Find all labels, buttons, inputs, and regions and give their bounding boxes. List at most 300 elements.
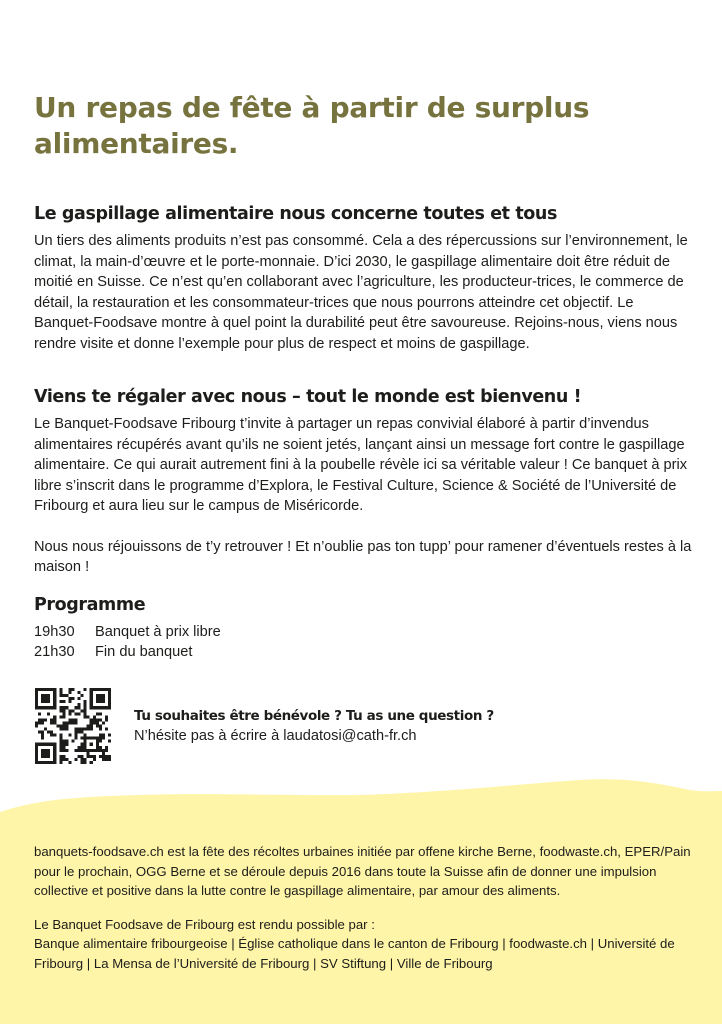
qr-module	[105, 746, 108, 749]
qr-module	[68, 734, 71, 737]
qr-module	[44, 718, 47, 721]
qr-module	[44, 688, 47, 691]
qr-module	[44, 728, 47, 731]
qr-module	[96, 721, 99, 724]
qr-module	[81, 758, 84, 761]
qr-module	[90, 703, 93, 706]
qr-module	[41, 755, 44, 758]
qr-module	[84, 740, 87, 743]
qr-module	[65, 749, 68, 752]
qr-module	[99, 697, 102, 700]
qr-module	[84, 746, 87, 749]
qr-module	[102, 749, 105, 752]
qr-module	[81, 761, 84, 764]
qr-module	[71, 688, 74, 691]
footer-sponsors-intro: Le Banquet Foodsave de Fribourg est rendu possible par :	[34, 916, 375, 932]
qr-module	[90, 728, 93, 731]
qr-module	[105, 706, 108, 709]
qr-module	[53, 715, 56, 718]
qr-module	[93, 758, 96, 761]
contact-question: Tu souhaites être bénévole ? Tu as une question ?	[134, 708, 494, 724]
qr-module	[99, 737, 102, 740]
qr-module	[50, 688, 53, 691]
qr-module	[38, 743, 41, 746]
qr-module	[84, 712, 87, 715]
qr-module	[65, 728, 68, 731]
section-paragraph: Le Banquet-Foodsave Fribourg t’invite à partager un repas convivial élaboré à partir d’invendus alimentaires récupérés avant qu’ils ne soient jetés, lançant ainsi un message fort contre le gaspillage alimentaire. Ce qui aurait autrement fini à la poubelle révèle ici sa véritable valeur ! Ce banquet à prix libre s’inscrit dans le programme d’Explora, le Festival Culture, Science & Société de l’Université de Fribourg et aura lieu sur le campus de Miséricorde.	[34, 416, 688, 514]
qr-module	[84, 688, 87, 691]
programme-label: Banquet à prix libre	[95, 624, 221, 640]
qr-module	[84, 743, 87, 746]
qr-module	[84, 761, 87, 764]
qr-module	[35, 706, 38, 709]
qr-module	[99, 706, 102, 709]
qr-module	[50, 718, 53, 721]
qr-module	[68, 700, 71, 703]
qr-module	[59, 755, 62, 758]
qr-module	[75, 749, 78, 752]
qr-module	[35, 688, 38, 691]
qr-module	[90, 749, 93, 752]
qr-module	[35, 743, 38, 746]
qr-module	[65, 706, 68, 709]
qr-module	[90, 694, 93, 697]
qr-module	[102, 752, 105, 755]
qr-module	[96, 688, 99, 691]
qr-module	[47, 731, 50, 734]
qr-module	[68, 691, 71, 694]
qr-module	[41, 743, 44, 746]
qr-module	[84, 709, 87, 712]
qr-module	[71, 721, 74, 724]
qr-module	[87, 724, 90, 727]
qr-module	[35, 758, 38, 761]
qr-module	[59, 749, 62, 752]
qr-module	[87, 728, 90, 731]
qr-module	[90, 697, 93, 700]
qr-module	[53, 721, 56, 724]
qr-module	[105, 718, 108, 721]
qr-module	[53, 688, 56, 691]
qr-module	[59, 694, 62, 697]
qr-module	[62, 721, 65, 724]
qr-module	[102, 721, 105, 724]
qr-module	[78, 746, 81, 749]
qr-module	[35, 691, 38, 694]
section-paragraph: Nous nous réjouissons de t’y retrouver ! Et n’oublie pas ton tupp’ pour ramener d’éventuels restes à la maison !	[34, 538, 692, 575]
qr-module	[108, 697, 111, 700]
qr-module	[35, 694, 38, 697]
footer-about: banquets-foodsave.ch est la fête des récoltes urbaines initiée par offene kirche Berne, foodwaste.ch, EPER/Pain pour le prochain, OGG Berne et se déroule depuis 2016 dans toute la Suisse afin de donner une impulsion collective et positive dans la lutte contre le gaspillage alimentaire, par amour des aliments.	[34, 844, 691, 898]
qr-module	[35, 724, 38, 727]
qr-module	[62, 749, 65, 752]
qr-module	[105, 749, 108, 752]
qr-module	[90, 718, 93, 721]
qr-module	[78, 691, 81, 694]
footer-sponsors: Banque alimentaire fribourgeoise | Église catholique dans le canton de Fribourg | foodwaste.ch | Université de Fribourg | La Mensa de l’Université de Fribourg | SV Stiftung | Ville de Fribourg	[34, 936, 675, 971]
qr-module	[53, 697, 56, 700]
qr-module	[50, 761, 53, 764]
qr-module	[105, 688, 108, 691]
qr-module	[96, 749, 99, 752]
qr-module	[102, 700, 105, 703]
qr-module	[50, 721, 53, 724]
qr-module	[84, 715, 87, 718]
qr-module	[35, 761, 38, 764]
qr-module	[71, 709, 74, 712]
section-invitation	[34, 386, 699, 578]
qr-module	[62, 715, 65, 718]
qr-module	[90, 755, 93, 758]
qr-module	[41, 697, 44, 700]
qr-module	[75, 721, 78, 724]
qr-module	[41, 761, 44, 764]
contact-answer-prefix: N’hésite pas à écrire à	[134, 728, 284, 744]
qr-module	[44, 755, 47, 758]
qr-module	[93, 718, 96, 721]
qr-module	[53, 755, 56, 758]
qr-module	[96, 746, 99, 749]
programme-item	[34, 642, 434, 662]
qr-module	[102, 734, 105, 737]
qr-module	[90, 737, 93, 740]
qr-module	[59, 734, 62, 737]
qr-module	[44, 706, 47, 709]
qr-module	[59, 746, 62, 749]
qr-module	[81, 709, 84, 712]
qr-module	[53, 758, 56, 761]
qr-module	[53, 752, 56, 755]
qr-module	[44, 761, 47, 764]
qr-module	[93, 737, 96, 740]
qr-module	[108, 755, 111, 758]
qr-module	[62, 740, 65, 743]
qr-module	[68, 718, 71, 721]
qr-module	[71, 740, 74, 743]
qr-module	[38, 706, 41, 709]
qr-module	[47, 743, 50, 746]
qr-module	[53, 734, 56, 737]
qr-module	[68, 709, 71, 712]
qr-module	[68, 712, 71, 715]
qr-module	[44, 697, 47, 700]
qr-module	[96, 694, 99, 697]
qr-module	[96, 706, 99, 709]
qr-module	[62, 755, 65, 758]
qr-module	[99, 718, 102, 721]
qr-module	[90, 761, 93, 764]
programme	[34, 594, 434, 662]
qr-module	[78, 749, 81, 752]
qr-module	[96, 740, 99, 743]
qr-module	[75, 718, 78, 721]
qr-module	[47, 749, 50, 752]
qr-module	[96, 724, 99, 727]
qr-module	[65, 724, 68, 727]
qr-module	[53, 749, 56, 752]
qr-module	[41, 688, 44, 691]
qr-module	[65, 694, 68, 697]
qr-module	[108, 700, 111, 703]
qr-module	[62, 700, 65, 703]
qr-module	[53, 761, 56, 764]
qr-module	[38, 761, 41, 764]
qr-module	[53, 746, 56, 749]
qr-module	[65, 721, 68, 724]
qr-module	[41, 700, 44, 703]
qr-module	[59, 728, 62, 731]
qr-module	[99, 712, 102, 715]
qr-module	[68, 697, 71, 700]
qr-module	[59, 706, 62, 709]
qr-module	[41, 706, 44, 709]
qr-module	[84, 737, 87, 740]
qr-module	[93, 688, 96, 691]
qr-module	[59, 715, 62, 718]
page-title: Un repas de fête à partir de surplus alimentaires.	[34, 91, 590, 160]
qr-module	[53, 700, 56, 703]
qr-module	[68, 761, 71, 764]
qr-module	[96, 718, 99, 721]
qr-module	[53, 703, 56, 706]
qr-module	[62, 694, 65, 697]
qr-module	[81, 731, 84, 734]
qr-module	[41, 749, 44, 752]
qr-module	[81, 746, 84, 749]
qr-module	[93, 755, 96, 758]
qr-module	[108, 691, 111, 694]
qr-module	[44, 743, 47, 746]
qr-module	[93, 749, 96, 752]
qr-module	[41, 734, 44, 737]
qr-module	[96, 737, 99, 740]
qr-module	[90, 691, 93, 694]
programme-time: 19h30	[34, 624, 75, 640]
qr-module	[44, 700, 47, 703]
qr-module	[59, 743, 62, 746]
qr-module	[59, 688, 62, 691]
qr-module	[108, 688, 111, 691]
contact-email-link[interactable]: laudatosi@cath-fr.ch	[283, 728, 417, 744]
qr-module	[78, 712, 81, 715]
qr-module	[44, 749, 47, 752]
qr-module	[53, 718, 56, 721]
qr-module	[108, 706, 111, 709]
qr-module	[38, 688, 41, 691]
qr-module	[90, 743, 93, 746]
qr-module	[102, 694, 105, 697]
qr-module	[93, 706, 96, 709]
qr-module	[87, 749, 90, 752]
qr-module	[41, 752, 44, 755]
contact-block	[134, 706, 594, 746]
section-food-waste	[34, 203, 694, 354]
qr-module	[47, 761, 50, 764]
qr-module	[38, 721, 41, 724]
qr-module	[99, 694, 102, 697]
qr-module	[59, 724, 62, 727]
programme-item	[34, 622, 434, 642]
qr-module	[81, 728, 84, 731]
qr-module	[47, 755, 50, 758]
qr-module	[71, 697, 74, 700]
qr-module	[90, 700, 93, 703]
qr-module	[93, 715, 96, 718]
qr-module	[41, 718, 44, 721]
section-heading: Viens te régaler avec nous – tout le monde est bienvenu !	[34, 387, 582, 407]
qr-module	[47, 706, 50, 709]
qr-module	[99, 746, 102, 749]
qr-code-icon[interactable]	[35, 688, 111, 764]
qr-module	[65, 740, 68, 743]
qr-module	[81, 743, 84, 746]
qr-module	[84, 703, 87, 706]
qr-module	[68, 721, 71, 724]
qr-module	[105, 728, 108, 731]
qr-module	[44, 752, 47, 755]
qr-module	[84, 734, 87, 737]
section-heading: Le gaspillage alimentaire nous concerne toutes et tous	[34, 204, 557, 224]
qr-module	[75, 737, 78, 740]
qr-module	[108, 694, 111, 697]
qr-module	[35, 749, 38, 752]
qr-module	[53, 694, 56, 697]
qr-module	[53, 706, 56, 709]
qr-module	[62, 758, 65, 761]
qr-module	[90, 721, 93, 724]
contact-answer	[134, 726, 594, 746]
qr-module	[50, 731, 53, 734]
qr-module	[59, 709, 62, 712]
qr-module	[84, 700, 87, 703]
qr-module	[84, 728, 87, 731]
qr-module	[99, 728, 102, 731]
qr-module	[62, 724, 65, 727]
qr-module	[87, 755, 90, 758]
qr-module	[41, 694, 44, 697]
qr-module	[59, 700, 62, 703]
qr-module	[41, 721, 44, 724]
qr-module	[102, 697, 105, 700]
qr-module	[50, 706, 53, 709]
qr-module	[47, 694, 50, 697]
qr-module	[78, 755, 81, 758]
qr-module	[90, 724, 93, 727]
qr-module	[105, 715, 108, 718]
qr-module	[35, 697, 38, 700]
qr-module	[35, 703, 38, 706]
qr-module	[99, 724, 102, 727]
qr-module	[87, 737, 90, 740]
qr-module	[99, 734, 102, 737]
qr-module	[35, 746, 38, 749]
qr-module	[62, 706, 65, 709]
qr-module	[35, 752, 38, 755]
qr-module	[38, 731, 41, 734]
qr-module	[96, 712, 99, 715]
qr-module	[84, 749, 87, 752]
qr-module	[99, 688, 102, 691]
qr-module	[62, 709, 65, 712]
qr-module	[59, 761, 62, 764]
qr-module	[99, 740, 102, 743]
qr-module	[78, 706, 81, 709]
qr-module	[62, 743, 65, 746]
qr-module	[50, 743, 53, 746]
qr-module	[102, 755, 105, 758]
qr-module	[108, 740, 111, 743]
qr-module	[35, 755, 38, 758]
qr-module	[105, 758, 108, 761]
qr-module	[59, 737, 62, 740]
qr-module	[59, 740, 62, 743]
qr-module	[44, 694, 47, 697]
qr-module	[99, 749, 102, 752]
qr-module	[75, 758, 78, 761]
section-body: Un tiers des aliments produits n’est pas consommé. Cela a des répercussions sur l’environnement, le climat, la main-d’œuvre et le porte-monnaie. D’ici 2030, le gaspillage alimentaire doit être réduit de moitié en Suisse. Ce n’est qu’en collaborant avec l’agriculture, les producteur-trices, le commerce de détail, la restauration et les consommateur-trices que nous pourrons atteindre cet objectif. Le Banquet-Foodsave montre à quel point la durabilité peut être savoureuse. Rejoins-nous, viens nous rendre visite et donne l’exemple pour plus de respect et moins de gaspillage.	[34, 233, 688, 352]
qr-module	[81, 749, 84, 752]
qr-module	[108, 703, 111, 706]
qr-module	[108, 734, 111, 737]
qr-module	[96, 697, 99, 700]
qr-module	[53, 691, 56, 694]
qr-module	[47, 700, 50, 703]
qr-module	[81, 755, 84, 758]
qr-module	[68, 688, 71, 691]
qr-module	[87, 752, 90, 755]
qr-module	[56, 724, 59, 727]
qr-module	[53, 743, 56, 746]
qr-module	[35, 721, 38, 724]
qr-module	[59, 758, 62, 761]
footer	[34, 842, 694, 973]
qr-module	[59, 691, 62, 694]
qr-module	[75, 734, 78, 737]
qr-module	[78, 703, 81, 706]
qr-module	[78, 728, 81, 731]
programme-time: 21h30	[34, 644, 75, 660]
qr-module	[96, 700, 99, 703]
qr-module	[65, 743, 68, 746]
qr-module	[62, 728, 65, 731]
qr-module	[62, 712, 65, 715]
qr-module	[47, 688, 50, 691]
qr-module	[81, 694, 84, 697]
qr-module	[47, 697, 50, 700]
qr-module	[102, 688, 105, 691]
qr-module	[47, 712, 50, 715]
qr-module	[84, 706, 87, 709]
qr-module	[50, 734, 53, 737]
qr-module	[108, 758, 111, 761]
qr-module	[93, 721, 96, 724]
qr-module	[78, 697, 81, 700]
qr-module	[65, 758, 68, 761]
qr-module	[102, 737, 105, 740]
qr-module	[41, 731, 44, 734]
qr-module	[78, 731, 81, 734]
qr-module	[102, 706, 105, 709]
qr-module	[35, 700, 38, 703]
qr-module	[102, 758, 105, 761]
qr-module	[75, 706, 78, 709]
programme-heading: Programme	[34, 595, 146, 615]
qr-module	[81, 737, 84, 740]
qr-module	[90, 706, 93, 709]
qr-module	[47, 752, 50, 755]
qr-module	[38, 712, 41, 715]
qr-module	[75, 728, 78, 731]
